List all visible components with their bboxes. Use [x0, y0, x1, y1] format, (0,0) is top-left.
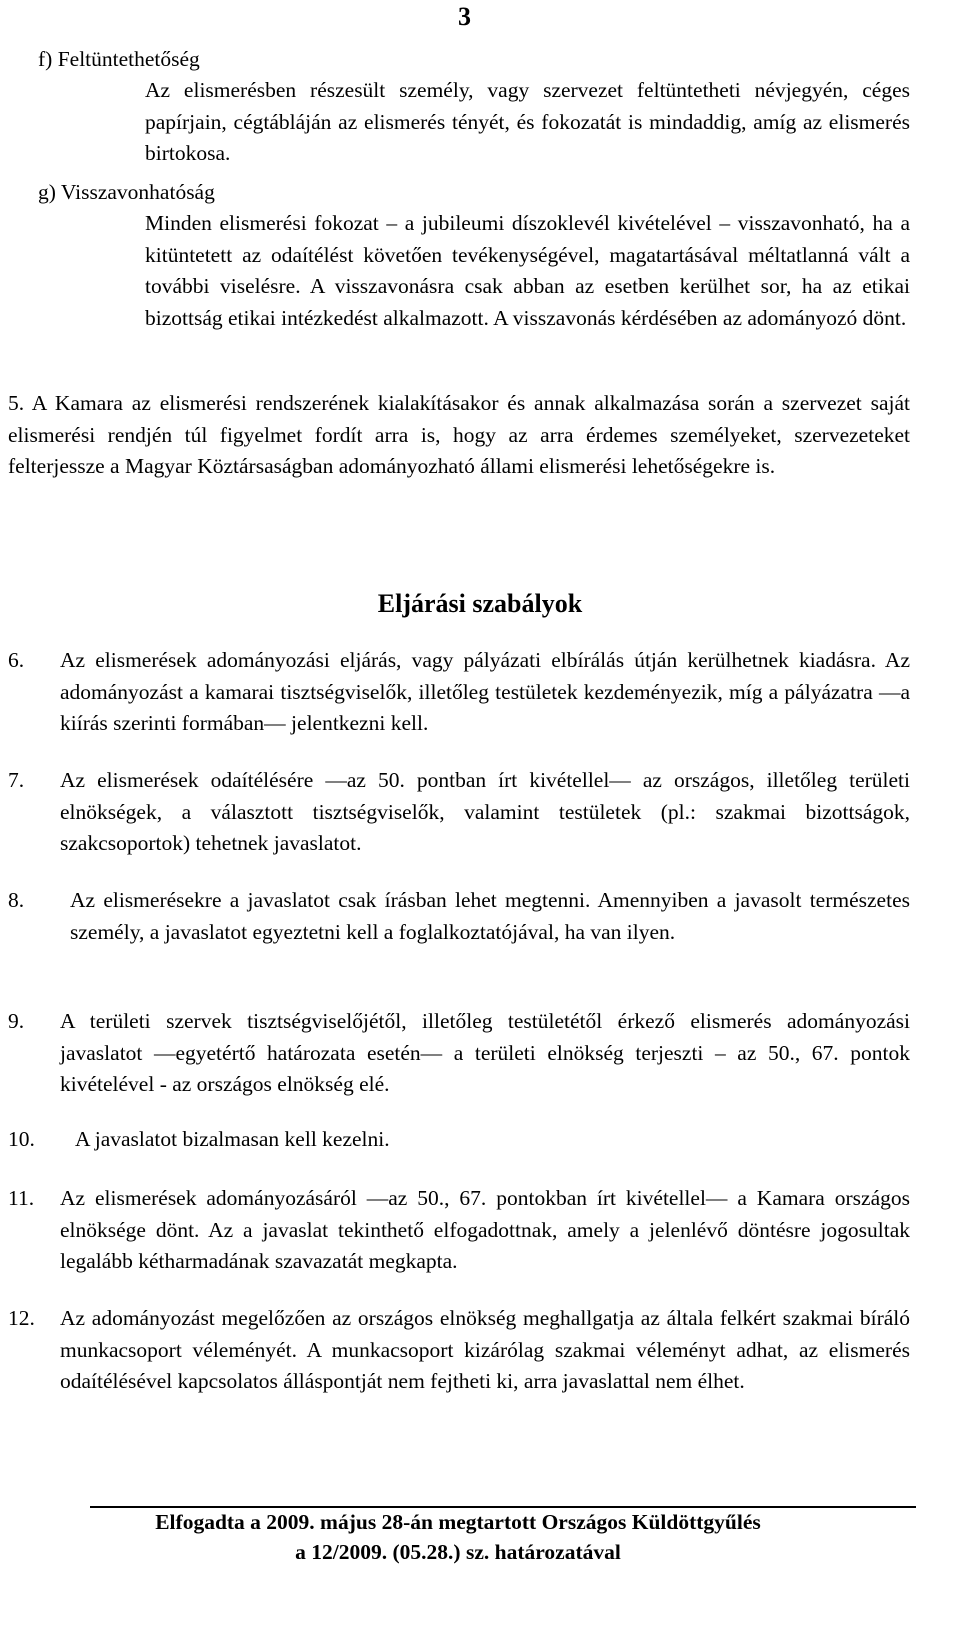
item-number: 8. — [8, 888, 25, 912]
item-text: A területi szervek tisztségviselőjétől, illetőleg testületétől érkező elismerés adományozási javaslatot ―egyetértő határozata esetén― a területi elnökség terjeszti – az 50., 67. pontok kivételével - az országos elnökség elé. — [60, 1009, 910, 1096]
section-f-text: Az elismerésben részesült személy, vagy szervezet feltüntetheti névjegyén, céges papírjain, cégtábláján az elismerés tényét, és fokozatát is mindaddig, amíg az elismerés birtokosa. — [145, 78, 910, 165]
footer-line-1: Elfogadta a 2009. május 28-án megtartott Országos Küldöttgyűlés — [155, 1510, 761, 1534]
item-number: 10. — [8, 1127, 35, 1151]
item-number: 9. — [8, 1009, 25, 1033]
item-number: 6. — [8, 648, 25, 672]
item-text: Az elismerésekre a javaslatot csak írásban lehet megtenni. Amennyiben a javasolt természetes személy, a javaslatot egyeztetni kell a foglalkoztatójával, ha van ilyen. — [70, 888, 910, 944]
point-5-number: 5. — [8, 391, 25, 415]
section-g-label: g) Visszavonhatóság — [38, 180, 215, 204]
point-5-text: A Kamara az elismerési rendszerének kialakításakor és annak alkalmazása során a szervezet saját elismerési rendjén túl figyelmet fordít arra is, hogy az arra érdemes személyeket, szervezeteket felterjessze a Magyar Köztársaságban adományozható állami elismerési lehetőségekre is. — [8, 391, 910, 478]
item-number: 7. — [8, 768, 25, 792]
item-number: 11. — [8, 1186, 35, 1210]
item-text: Az elismerések adományozási eljárás, vagy pályázati elbírálás útján kerülhetnek kiadásra. Az adományozást a kamarai tisztségviselők, illetőleg testületek kezdeményezik, míg a pályázatra ―a kiírás szerinti formában― jelentkezni kell. — [60, 648, 910, 735]
page-number: 3 — [458, 2, 471, 31]
item-text: A javaslatot bizalmasan kell kezelni. — [75, 1127, 390, 1151]
section-f-label: f) Feltüntethetőség — [38, 47, 200, 71]
item-text: Az adományozást megelőzően az országos elnökség meghallgatja az általa felkért szakmai bíráló munkacsoport véleményét. A munkacsoport kizárólag szakmai véleményt adhat, az elismerés odaítélésével kapcsolatos álláspontját nem fejtheti ki, arra javaslattal nem élhet. — [60, 1306, 910, 1393]
footer-line-2: a 12/2009. (05.28.) sz. határozatával — [295, 1540, 621, 1564]
item-number: 12. — [8, 1306, 35, 1330]
item-text: Az elismerések odaítélésére ―az 50. pontban írt kivétellel― az országos, illetőleg területi elnökségek, a választott tisztségviselők, valamint testületek (pl.: szakmai bizottságok, szakcsoportok) tehetnek javaslatot. — [60, 768, 910, 855]
section-heading: Eljárási szabályok — [377, 589, 583, 618]
item-text: Az elismerések adományozásáról ―az 50., 67. pontokban írt kivétellel― a Kamara országos elnöksége dönt. Az a javaslat tekinthető elfogadottnak, amely a jelenlévő döntésre jogosultak legalább kétharmadának szavazatát megkapta. — [60, 1186, 910, 1273]
section-g-text: Minden elismerési fokozat – a jubileumi díszoklevél kivételével – visszavonható, ha a kitüntetett az odaítélést követően tevékenységével, magatartásával méltatlanná vált a további viselésre. A visszavonásra csak abban az esetben kerülhet sor, ha az etikai bizottság etikai intézkedést alkalmazott. A visszavonás kérdésében az adományozó dönt. — [145, 211, 910, 330]
point-5 — [8, 388, 910, 483]
